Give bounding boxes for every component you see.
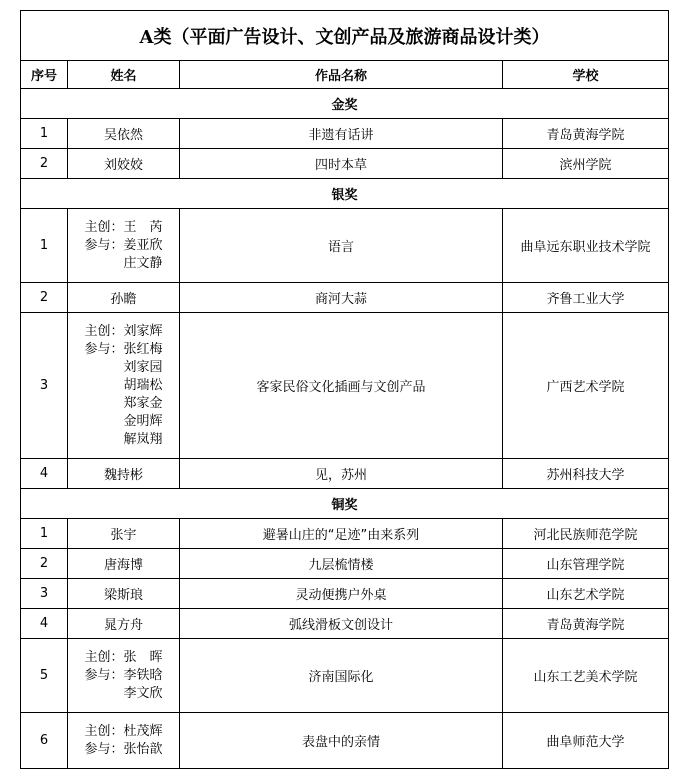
participant-name: 李文欣: [123, 685, 163, 701]
school: 曲阜师范大学: [503, 713, 669, 769]
row-number: 1: [21, 519, 68, 549]
lead-name: 张 晖: [123, 649, 163, 665]
row-number: 6: [21, 713, 68, 769]
name-cell: 魏持彬: [68, 459, 180, 489]
name-cell: [68, 713, 180, 769]
lead-label: 主创：: [84, 219, 124, 235]
participant-name: 李铁晗: [123, 667, 163, 683]
school: 苏州科技大学: [503, 459, 669, 489]
lead-name: 王 芮: [123, 219, 163, 235]
lead-label: 主创：: [84, 723, 124, 739]
participant-name: 胡瑞松: [123, 377, 163, 393]
row-number: 4: [21, 609, 68, 639]
work-title: 灵动便携户外桌: [180, 579, 503, 609]
school: 山东管理学院: [503, 549, 669, 579]
row-number: 3: [21, 313, 68, 459]
lead-label: 主创：: [84, 649, 124, 665]
name-cell: 梁斯琅: [68, 579, 180, 609]
row-number: 2: [21, 549, 68, 579]
work-title: 见，苏州: [180, 459, 503, 489]
participant-name: 刘家园: [123, 359, 163, 375]
lead-label: 主创：: [84, 323, 124, 339]
header-name: 姓名: [68, 61, 180, 89]
table-row: [21, 209, 669, 283]
work-title: 弧线滑板文创设计: [180, 609, 503, 639]
work-title: 商河大蒜: [180, 283, 503, 313]
table-row: [21, 639, 669, 713]
section-row: [21, 179, 669, 209]
name-cell: [68, 639, 180, 713]
name-cell: 张宇: [68, 519, 180, 549]
school: 广西艺术学院: [503, 313, 669, 459]
participant-name: 金明辉: [123, 413, 163, 429]
table-row: [21, 283, 669, 313]
participant-name: 解岚翔: [123, 431, 163, 447]
name-cell: 吴依然: [68, 119, 180, 149]
table-row: [21, 609, 669, 639]
row-number: 1: [21, 119, 68, 149]
lead-name: 杜茂辉: [123, 723, 163, 739]
table-row: [21, 519, 669, 549]
school: 齐鲁工业大学: [503, 283, 669, 313]
team-members: [84, 219, 162, 273]
work-title: 四时本草: [180, 149, 503, 179]
work-title: 九层梳情楼: [180, 549, 503, 579]
work-title: 语言: [180, 209, 503, 283]
school: 青岛黄海学院: [503, 119, 669, 149]
name-cell: 唐海博: [68, 549, 180, 579]
table-row: [21, 713, 669, 769]
work-title: 避暑山庄的“足迹”由来系列: [180, 519, 503, 549]
participant-label: 参与：: [84, 341, 124, 357]
header-no: 序号: [21, 61, 68, 89]
name-cell: 晁方舟: [68, 609, 180, 639]
school: 滨州学院: [503, 149, 669, 179]
header-school: 学校: [503, 61, 669, 89]
team-members: [84, 323, 162, 449]
row-number: 2: [21, 149, 68, 179]
section-title: 银奖: [21, 179, 669, 209]
table-row: [21, 549, 669, 579]
lead-name: 刘家辉: [123, 323, 163, 339]
row-number: 2: [21, 283, 68, 313]
section-title: 金奖: [21, 89, 669, 119]
table-row: [21, 579, 669, 609]
participant-name: 郑家金: [123, 395, 163, 411]
participant-name: 张怡歆: [123, 741, 163, 757]
participant-label: 参与：: [84, 741, 124, 757]
section-row: [21, 89, 669, 119]
table-row: [21, 459, 669, 489]
team-members: [84, 649, 162, 703]
work-title: 表盘中的亲情: [180, 713, 503, 769]
work-title: 非遗有话讲: [180, 119, 503, 149]
school: 曲阜远东职业技术学院: [503, 209, 669, 283]
participant-label: 参与：: [84, 237, 124, 253]
participant-name: 姜亚欣: [123, 237, 163, 253]
table-row: [21, 119, 669, 149]
table-row: [21, 149, 669, 179]
row-number: 5: [21, 639, 68, 713]
header-work: 作品名称: [180, 61, 503, 89]
section-row: [21, 489, 669, 519]
table-row: [21, 313, 669, 459]
name-cell: 孙瞻: [68, 283, 180, 313]
name-cell: [68, 209, 180, 283]
award-table: [20, 10, 669, 769]
table-title: A类（平面广告设计、文创产品及旅游商品设计类）: [21, 11, 669, 61]
work-title: 客家民俗文化插画与文创产品: [180, 313, 503, 459]
row-number: 3: [21, 579, 68, 609]
team-members: [84, 723, 162, 759]
name-cell: 刘姣姣: [68, 149, 180, 179]
participant-name: 张红梅: [123, 341, 163, 357]
row-number: 4: [21, 459, 68, 489]
school: 青岛黄海学院: [503, 609, 669, 639]
name-cell: [68, 313, 180, 459]
school: 河北民族师范学院: [503, 519, 669, 549]
participant-name: 庄文静: [123, 255, 163, 271]
participant-label: 参与：: [84, 667, 124, 683]
section-title: 铜奖: [21, 489, 669, 519]
school: 山东艺术学院: [503, 579, 669, 609]
school: 山东工艺美术学院: [503, 639, 669, 713]
work-title: 济南国际化: [180, 639, 503, 713]
row-number: 1: [21, 209, 68, 283]
